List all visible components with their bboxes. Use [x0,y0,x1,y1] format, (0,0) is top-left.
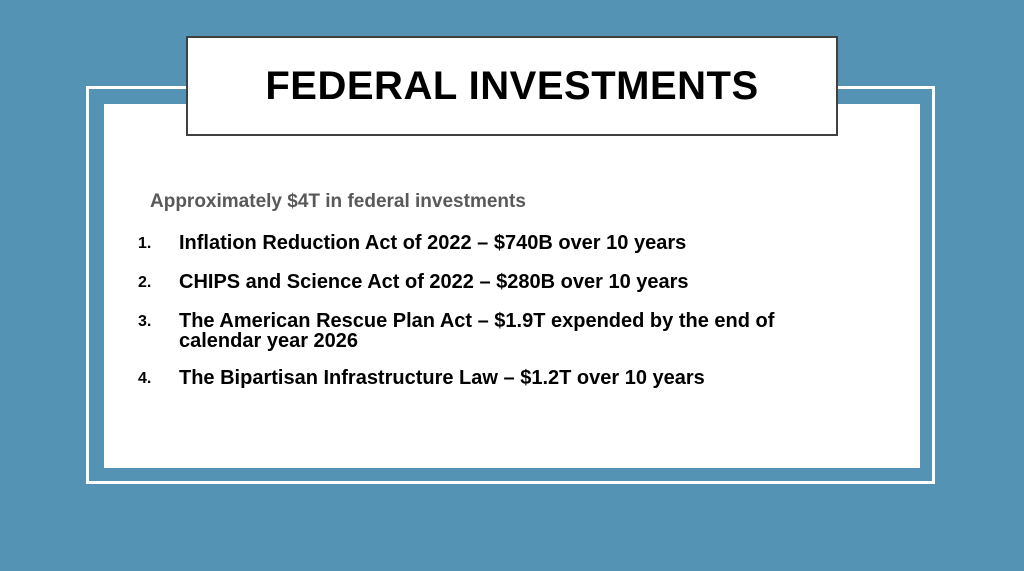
list-item [138,230,838,255]
list-item-text: Inflation Reduction Act of 2022 – $740B over 10 years [179,232,687,254]
list-item-number: 3. [138,313,152,330]
slide-title: FEDERAL INVESTMENTS [265,63,759,108]
list-item-number: 1. [138,235,152,252]
list-item-text: CHIPS and Science Act of 2022 – $280B over 10 years [179,271,689,293]
list-item-number: 2. [138,274,152,291]
investment-list [138,230,838,404]
title-box [186,36,838,136]
list-item-text: The American Rescue Plan Act – $1.9T expended by the end of calendar year 2026 [179,310,775,352]
list-item [138,269,838,294]
list-item-text: The Bipartisan Infrastructure Law – $1.2T over 10 years [179,367,705,389]
list-item [138,365,838,390]
list-item-number: 4. [138,370,152,387]
intro-text: Approximately $4T in federal investments [150,191,526,212]
list-item [138,308,838,351]
